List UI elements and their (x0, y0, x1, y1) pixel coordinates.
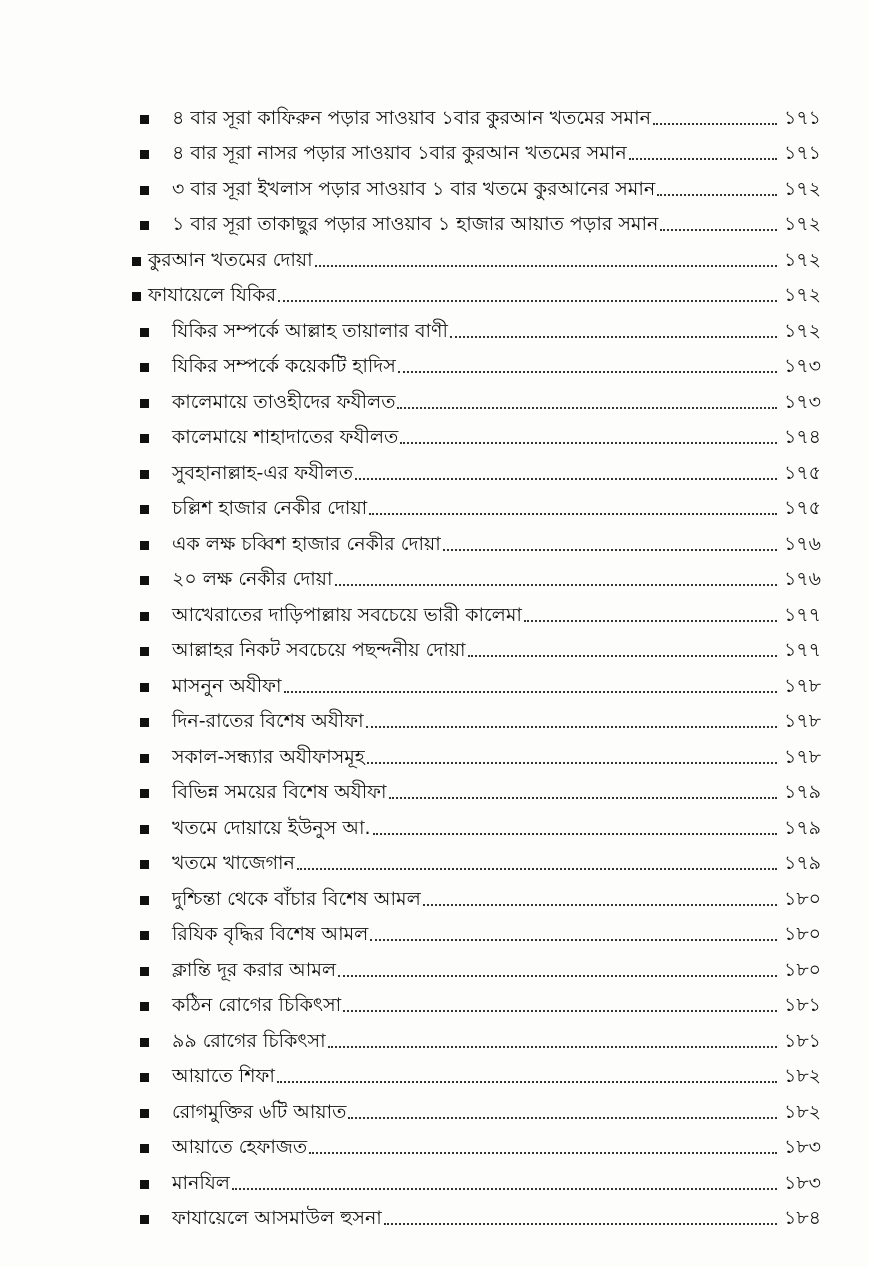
toc-page-number: ১৭৫ (783, 461, 821, 484)
dot-leader (297, 868, 777, 870)
toc-entry (0, 597, 869, 633)
toc-entry-title: কালেমায়ে তাওহীদের ফযীলত (172, 390, 396, 413)
toc-entry (0, 278, 869, 314)
toc-entry-title: কঠিন রোগের চিকিৎসা (172, 994, 342, 1016)
dot-leader (524, 620, 777, 622)
toc-page-number: ১৭৮ (783, 710, 821, 732)
dot-leader (343, 1010, 777, 1012)
toc-entry-title: যিকির সম্পর্কে আল্লাহ তায়ালার বাণী (172, 319, 448, 342)
toc-entry-body (172, 567, 821, 591)
toc-page-number: ১৮২ (783, 1065, 821, 1087)
toc-entry (0, 810, 869, 846)
dot-leader (660, 229, 777, 231)
toc-entry-title: ক্লান্তি দূর করার আমল (172, 958, 337, 981)
toc-page-number: ১৮১ (784, 1029, 821, 1052)
toc-entry-body (172, 780, 821, 804)
square-bullet-icon (140, 789, 149, 798)
dot-leader (284, 691, 777, 693)
toc-entry-title: রিযিক বৃদ্ধির বিশেষ আমল (172, 923, 369, 945)
square-bullet-icon (140, 1215, 149, 1224)
toc-entry-body (172, 816, 821, 840)
toc-entry-body (172, 958, 821, 982)
dot-leader (450, 336, 777, 338)
toc-entry (0, 313, 869, 349)
toc-entry-body (172, 638, 821, 662)
toc-entry-title: সুবহানাল্লাহ-এর ফযীলত (172, 461, 353, 484)
toc-page-number: ১৮০ (783, 923, 821, 945)
toc-entry-title: এক লক্ষ চব্বিশ হাজার নেকীর দোয়া (172, 532, 441, 555)
toc-entry (0, 633, 869, 669)
toc-entry-body (172, 319, 821, 343)
dot-leader (443, 549, 777, 551)
toc-entry (0, 526, 869, 562)
dot-leader (355, 478, 777, 480)
toc-entry-title: খতমে দোয়ায়ে ইউনুস আ. (172, 816, 371, 839)
toc-entry-title: ৯৯ রোগের চিকিৎসা (172, 1029, 326, 1052)
toc-page-number: ১৮৩ (783, 1136, 821, 1158)
toc-entry (0, 988, 869, 1024)
toc-entry (0, 1165, 869, 1201)
toc-entry-title: মানযিল (172, 1171, 230, 1194)
dot-leader (309, 1152, 777, 1154)
square-bullet-icon (140, 896, 149, 905)
dot-leader (367, 762, 777, 764)
toc-page-number: ১৭৩ (783, 390, 821, 413)
square-bullet-icon (140, 754, 149, 763)
toc-page-number: ১৮০ (783, 887, 821, 910)
toc-page-number: ১৭৮ (783, 745, 821, 768)
toc-page-number: ১৭৮ (783, 674, 821, 697)
square-bullet-icon (140, 576, 149, 585)
dot-leader (384, 1223, 777, 1225)
square-bullet-icon (140, 1073, 149, 1082)
toc-page-number: ১৭২ (783, 213, 821, 235)
toc-entry (0, 668, 869, 704)
toc-page-number: ১৭১ (783, 142, 821, 164)
dot-leader (370, 939, 777, 941)
toc-entry-title: সকাল-সন্ধ্যার অযীফাসমূহ (172, 745, 365, 768)
toc-entry-title: ২০ লক্ষ নেকীর দোয়া (172, 568, 333, 590)
toc-page-number: ১৭৬ (783, 532, 821, 555)
dot-leader (398, 371, 777, 373)
toc-page-number: ১৭২ (783, 248, 821, 271)
toc-entry-title: আল্লাহর নিকট সবচেয়ে পছন্দনীয় দোয়া (172, 639, 466, 661)
toc-page-number: ১৭২ (783, 177, 821, 200)
toc-page-number: ১৭৫ (783, 497, 821, 519)
dot-leader (338, 975, 777, 977)
toc-entry-body (172, 532, 821, 556)
toc-entry (0, 171, 869, 207)
toc-entry-body (172, 425, 821, 449)
square-bullet-icon (140, 683, 149, 692)
dot-leader (328, 1046, 777, 1048)
square-bullet-icon (140, 541, 149, 550)
toc-entry (0, 917, 869, 953)
toc-entry (0, 775, 869, 811)
dot-leader (653, 123, 777, 125)
toc-page-number: ১৮২ (783, 1100, 821, 1123)
toc-entry-body (172, 1171, 821, 1195)
toc-entry-body (172, 709, 821, 733)
toc-entry (0, 207, 869, 243)
toc-entry-title: দুশ্চিন্তা থেকে বাঁচার বিশেষ আমল (172, 887, 421, 910)
toc-entry-body (172, 1029, 821, 1053)
toc-entry-body (172, 993, 821, 1017)
dot-leader (397, 407, 777, 409)
square-bullet-icon (140, 186, 149, 195)
toc-entry (0, 739, 869, 775)
toc-entry-body (172, 141, 821, 165)
toc-entry (0, 1201, 869, 1237)
toc-page-number: ১৮০ (783, 958, 821, 981)
square-bullet-icon (140, 505, 149, 514)
toc-entry (0, 1130, 869, 1166)
square-bullet-icon (132, 257, 141, 266)
dot-leader (369, 513, 777, 515)
toc-page-number: ১৭৪ (783, 426, 821, 448)
toc-entry-title: বিভিন্ন সময়ের বিশেষ অযীফা (172, 781, 387, 803)
toc-entry-body (172, 177, 821, 201)
square-bullet-icon (140, 1038, 149, 1047)
dot-leader (278, 300, 777, 302)
toc-entry-body (172, 390, 821, 414)
dot-leader (348, 1117, 777, 1119)
toc-entry-title: আখেরাতের দাড়িপাল্লায় সবচেয়ে ভারী কালেমা (172, 603, 522, 626)
toc-entry-title: চল্লিশ হাজার নেকীর দোয়া (172, 497, 368, 519)
toc-entry (0, 420, 869, 456)
square-bullet-icon (140, 718, 149, 727)
dot-leader (468, 655, 777, 657)
square-bullet-icon (140, 1180, 149, 1189)
toc-entry (0, 1094, 869, 1130)
toc-entry-body (172, 354, 821, 378)
square-bullet-icon (140, 967, 149, 976)
toc-entry-title: ৪ বার সূরা কাফিরুন পড়ার সাওয়াব ১বার কুরআন খতমের সমান (172, 106, 651, 129)
square-bullet-icon (140, 1002, 149, 1011)
toc-entry-title: ৪ বার সূরা নাসর পড়ার সাওয়াব ১বার কুরআন খতমের সমান (172, 142, 627, 164)
toc-page-number: ১৭৯ (783, 852, 821, 874)
dot-leader (366, 726, 777, 728)
toc-entry-body (172, 212, 821, 236)
toc-entry (0, 349, 869, 385)
toc-entry (0, 384, 869, 420)
square-bullet-icon (140, 363, 149, 372)
square-bullet-icon (140, 647, 149, 656)
toc-entry (0, 242, 869, 278)
square-bullet-icon (132, 292, 141, 301)
toc-entry-body (172, 851, 821, 875)
dot-leader (232, 1188, 777, 1190)
toc-entry-title: খতমে খাজেগান (172, 852, 295, 874)
square-bullet-icon (140, 825, 149, 834)
dot-leader (400, 442, 777, 444)
toc-entry-title: কুরআন খতমের দোয়া (148, 248, 313, 271)
toc-entry (0, 704, 869, 740)
toc-page-number: ১৮৪ (784, 1207, 821, 1229)
toc-page-number: ১৭৭ (783, 603, 821, 626)
square-bullet-icon (140, 328, 149, 337)
toc-entry-body (172, 496, 821, 520)
toc-entry-body (172, 922, 821, 946)
square-bullet-icon (140, 150, 149, 159)
toc-entry (0, 136, 869, 172)
dot-leader (389, 797, 777, 799)
toc-entry-body (172, 603, 821, 627)
toc-entry-title: যিকির সম্পর্কে কয়েকটি হাদিস (172, 355, 396, 377)
dot-leader (629, 158, 777, 160)
toc-entry-title: ৩ বার সূরা ইখলাস পড়ার সাওয়াব ১ বার খতমে কুরআনের সমান (172, 177, 656, 200)
square-bullet-icon (140, 1109, 149, 1118)
toc-entry (0, 1059, 869, 1095)
square-bullet-icon (140, 470, 149, 479)
dot-leader (315, 265, 777, 267)
toc-page-number: ১৭৬ (783, 568, 821, 590)
dot-leader (373, 833, 777, 835)
square-bullet-icon (140, 931, 149, 940)
square-bullet-icon (140, 1144, 149, 1153)
dot-leader (657, 194, 777, 196)
toc-entry-body (172, 745, 821, 769)
toc-entry-title: রোগমুক্তির ৬টি আয়াত (172, 1100, 347, 1123)
square-bullet-icon (140, 434, 149, 443)
toc-page-number: ১৮৩ (783, 1171, 821, 1194)
square-bullet-icon (140, 860, 149, 869)
toc-entry-body (172, 1206, 821, 1230)
toc-entry-title: দিন-রাতের বিশেষ অযীফা (172, 710, 364, 732)
table-of-contents (0, 100, 869, 1236)
toc-entry-title: ১ বার সূরা তাকাছুর পড়ার সাওয়াব ১ হাজার আয়াত পড়ার সমান (172, 213, 659, 235)
toc-entry (0, 846, 869, 882)
toc-entry-title: আয়াতে শিফা (172, 1065, 275, 1087)
toc-entry-body (172, 461, 821, 485)
toc-entry (0, 455, 869, 491)
toc-page-number: ১৭২ (783, 284, 821, 306)
toc-entry (0, 881, 869, 917)
square-bullet-icon (140, 115, 149, 124)
dot-leader (335, 584, 777, 586)
toc-entry-body (172, 1135, 821, 1159)
toc-entry-body (172, 674, 821, 698)
toc-page-number: ১৮১ (784, 994, 821, 1016)
toc-page-number: ১৭৯ (783, 816, 821, 839)
dot-leader (277, 1081, 777, 1083)
toc-entry (0, 562, 869, 598)
toc-entry-body (148, 283, 821, 307)
toc-page-number: ১৭২ (783, 319, 821, 342)
toc-page-number: ১৭১ (783, 106, 821, 129)
toc-entry-body (172, 106, 821, 130)
toc-page-number: ১৭৭ (783, 639, 821, 661)
toc-entry-title: মাসনুন অযীফা (172, 674, 282, 697)
toc-entry (0, 1023, 869, 1059)
toc-entry (0, 100, 869, 136)
square-bullet-icon (140, 221, 149, 230)
toc-entry-title: আয়াতে হেফাজত (172, 1136, 308, 1158)
toc-entry-body (172, 1064, 821, 1088)
toc-entry-title: ফাযায়েলে যিকির (148, 284, 277, 306)
toc-entry-body (172, 887, 821, 911)
toc-entry (0, 491, 869, 527)
toc-entry-body (172, 1100, 821, 1124)
toc-page-number: ১৭৩ (783, 355, 821, 377)
dot-leader (423, 904, 777, 906)
square-bullet-icon (140, 399, 149, 408)
toc-page-number: ১৭৯ (783, 781, 821, 803)
toc-entry-title: কালেমায়ে শাহাদাতের ফযীলত (172, 426, 399, 448)
toc-entry-title: ফাযায়েলে আসমাউল হুসনা (172, 1207, 382, 1229)
square-bullet-icon (140, 612, 149, 621)
toc-entry-body (148, 248, 821, 272)
toc-entry (0, 952, 869, 988)
